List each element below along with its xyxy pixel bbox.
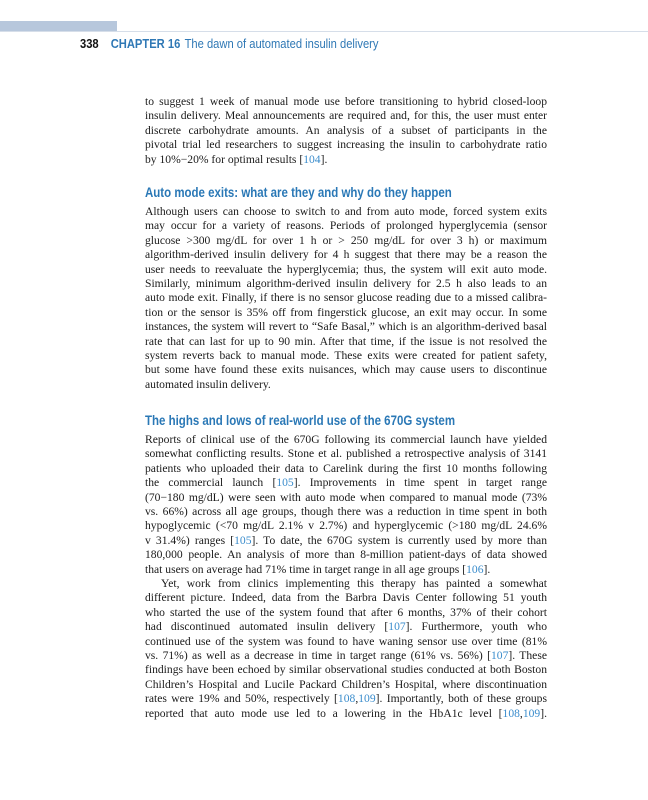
text-line: but some have found these exits nuisances, which may cause users to discontinue [145,363,547,377]
text-line: vs. 66%) across all age groups, though there was a reduction in time spent in both [145,504,547,518]
citation-link[interactable]: 104 [303,152,321,166]
text-line: had discontinued automated insulin delivery [107]. Furthermore, youth who [145,620,547,634]
text-line: (70−180 mg/dL) were seen with auto mode when compared to manual mode (73% [145,490,547,504]
citation-link[interactable]: 108 [337,692,356,706]
text-line: Although users can choose to switch to and from auto mode, forced system exits [145,205,547,218]
paragraph-4 [145,577,547,721]
citation-link[interactable]: 107 [490,648,509,662]
text-line: algorithm-derived insulin delivery for 4 h suggest that there may be a reason the [145,248,547,262]
chapter-label: CHAPTER 16 [110,36,181,51]
text-line: reported that auto mode use led to a lowering in the HbA1c level [108,109]. [145,706,547,720]
text-line: may occur for a variety of reasons. Periods of prolonged hyperglycemia (sensor [145,219,547,233]
header-rule [0,31,648,32]
text-line: insulin delivery. Meal announcements are required and, for this, the user must enter [145,109,547,123]
text-line: different picture. Indeed, data from the Barbra Davis Center following 51 youth [145,591,547,605]
text-line: rates were 19% and 50%, respectively [108,109]. Importantly, both of these groups [145,692,547,706]
text-line: findings have been echoed by similar observational studies conducted at both Boston [145,663,547,677]
text-line: v 31.4%) ranges [105]. To date, the 670G system is currently used by more than [145,533,547,547]
text-line: discrete carbohydrate amounts. An analysis of a subset of participants in the [145,123,547,137]
citation-link[interactable]: 108 [502,706,520,720]
chapter-title: The dawn of automated insulin delivery [184,36,379,51]
text-line: automated insulin delivery. [145,377,271,391]
text-line: that users on average had 71% time in target range in all age groups [106]. [145,562,491,576]
citation-link[interactable]: 109 [358,692,376,706]
text-line: patients who uploaded their data to Carelink during the first 10 months following [145,461,547,475]
paragraph-2 [145,205,547,392]
section-heading-auto-mode-exits: Auto mode exits: what are they and why do they happen [145,184,452,200]
citation-link[interactable]: 105 [276,476,294,490]
page-number: 338 [80,36,99,51]
citation-link[interactable]: 106 [466,562,484,576]
text-line: tion or the sensor is 35% off from fingerstick glucose, an exit may occur. In some [145,305,547,319]
text-line: somewhat conflicting results. Stone et al. published a retrospective analysis of 3141 [145,447,547,461]
citation-link[interactable]: 107 [388,620,406,634]
text-line: vs. 71%) as well as a decrease in time in target range (61% vs. 56%) [107]. These [145,648,547,662]
running-header [80,36,379,51]
text-line: hypoglycemic (<70 mg/dL 2.1% v 2.7%) and hyperglycemic (>180 mg/dL 24.6% [145,519,547,533]
section-heading-highs-and-lows: The highs and lows of real-world use of the 670G system [145,412,456,428]
header-accent-bar [0,21,117,31]
text-line: Yet, work from clinics implementing this therapy has painted a somewhat [161,577,547,590]
text-line: auto mode exit. Finally, if there is no sensor glucose reading due to a missed calibra- [145,291,547,305]
text-line: Reports of clinical use of the 670G following its commercial launch have yielded [145,433,547,446]
text-line: continued use of the system was found to have waning sensor use over time (81% [145,634,547,648]
text-line: Similarly, minimum algorithm-derived insulin delivery for 2.5 h also leads to an [145,276,547,290]
text-line: to suggest 1 week of manual mode use before transitioning to hybrid closed-loop [145,95,547,108]
paragraph-3 [145,433,547,577]
text-line: system reverts back to manual mode. These exits were created for patient safety, [145,348,547,362]
text-line: who started the use of the system found that after 6 months, 37% of their cohort [145,605,547,619]
text-line: 180,000 people. An analysis of more than 8-million patient-days of data showed [145,548,547,562]
text-line: Children’s Hospital and Lucile Packard Children’s Hospital, where discontinuation [145,677,547,691]
text-line: instances, the system will revert to “Safe Basal,” which is an algorithm-derived basal [145,320,547,334]
text-line: rate that can last for up to 90 min. After that time, if the issue is not resolved the [145,334,547,348]
citation-link[interactable]: 105 [234,533,252,547]
text-line: user needs to reevaluate the hyperglycemia; thus, the system will exit auto mode. [145,262,547,276]
text-line: by 10%−20% for optimal results [104]. [145,152,328,166]
paragraph-1 [145,95,547,167]
text-line: glucose >300 mg/dL for over 1 h or > 250 mg/dL for over 3 h) or maximum [145,233,547,247]
text-line: pivotal trial led researchers to suggest increasing the insulin to carbohydrate ratio [145,138,547,152]
citation-link[interactable]: 109 [522,706,541,720]
text-line: the commercial launch [105]. Improvements in time spent in target range [145,476,548,490]
